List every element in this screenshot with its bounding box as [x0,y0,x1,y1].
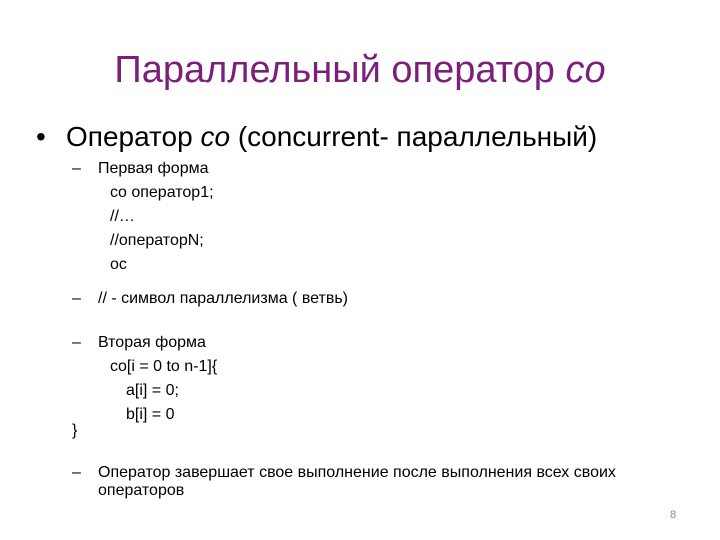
sub-item-label-continuation: операторов [98,482,185,499]
code-line: b[i] = 0 [126,406,175,423]
sub-item-first-form [0,157,720,181]
code-line: co[i = 0 to n-1]{ [110,358,218,375]
sub-item-label: Вторая форма [98,334,206,351]
sub-item-label: Первая форма [98,160,209,177]
dash-marker: – [72,464,81,481]
closing-brace: } [72,422,78,439]
page-number: 8 [669,509,677,521]
dash-marker: – [72,290,81,307]
bullet-prefix: Оператор [66,121,201,152]
sub-item-parallel-symbol [0,287,720,311]
main-bullet [36,119,597,155]
sub-item-label: Оператор завершает свое выполнение после выполнения всех своих [98,464,616,481]
dash-marker: – [72,334,81,351]
title-italic-text: co [565,49,606,91]
code-line: a[i] = 0; [126,382,179,399]
code-line: //… [110,208,135,225]
title-text: Параллельный оператор [114,49,566,91]
code-line: oc [110,256,127,273]
bullet-marker: • [36,121,46,152]
slide-title [60,46,660,94]
bullet-italic-text: co [200,121,231,152]
sub-item-second-form [0,331,720,355]
dash-marker: – [72,160,81,177]
code-line: //операторN; [110,232,204,249]
bullet-suffix: (concurrent- параллельный) [230,121,598,152]
sub-item-label: // - символ параллелизма ( ветвь) [98,290,348,307]
code-line: co оператор1; [110,184,214,201]
